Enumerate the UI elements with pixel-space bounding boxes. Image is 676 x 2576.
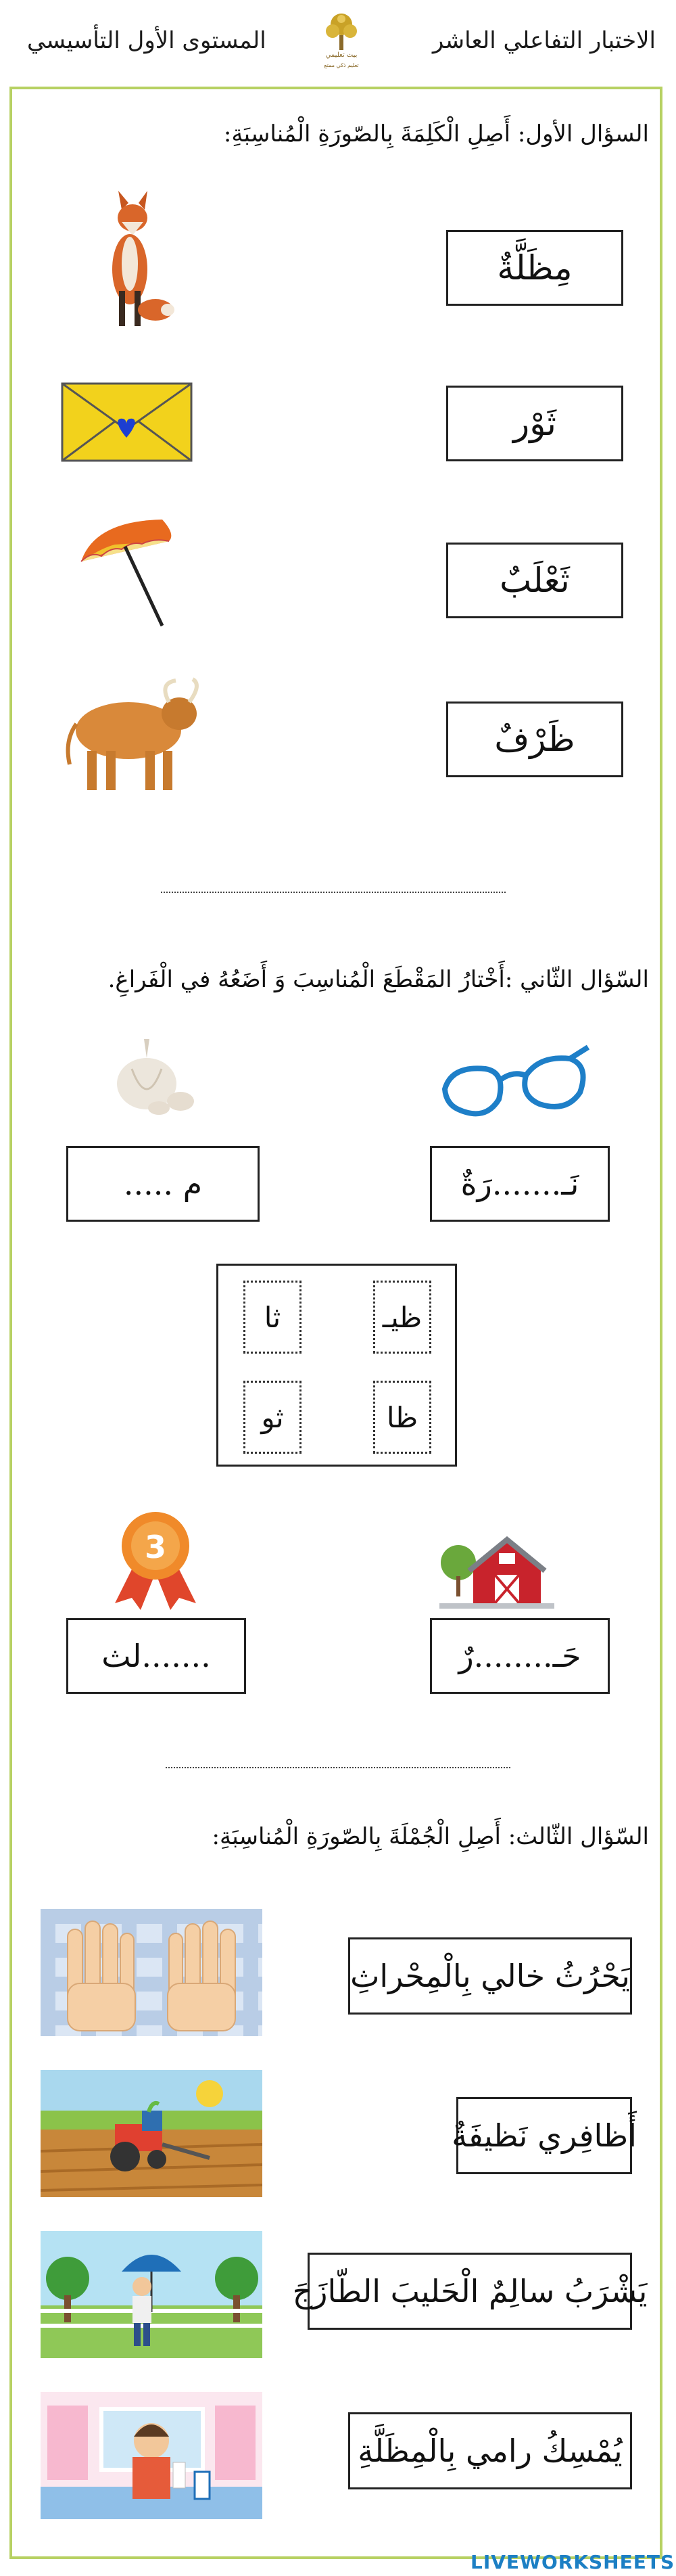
sentence-box-2[interactable]: أَظافِري نَظيفَةٌ — [456, 2097, 632, 2174]
option-chip[interactable]: ثا — [243, 1281, 301, 1354]
blank-box-4[interactable]: .......لث — [66, 1618, 246, 1694]
sentence-box-4[interactable]: يُمْسِكُ رامي بِالْمِظَلَّةِ — [348, 2412, 632, 2489]
word-box-2[interactable]: ثَوْر — [446, 386, 623, 461]
boy-drinking-milk-image[interactable] — [41, 2392, 262, 2519]
blank-box-2[interactable]: م ..... — [66, 1146, 260, 1222]
medal-image — [108, 1509, 203, 1610]
boy-with-umbrella-image[interactable] — [41, 2231, 262, 2358]
section-divider-1 — [161, 892, 506, 893]
q2-title: السّؤال الثّاني :أَخْتارُ المَقْطَعَ الْمُناسِبَ وَ أَضَعُهُ في الْفَراغِ. — [107, 966, 649, 993]
sentence-box-3[interactable]: يَشْرَبُ سالِمٌ الْحَليبَ الطّازَجَ — [308, 2253, 632, 2330]
umbrella-image[interactable] — [74, 514, 183, 629]
liveworksheets-logo — [468, 2550, 675, 2573]
worksheet-title: الاختبار التفاعلي العاشر — [432, 27, 656, 54]
fox-image[interactable] — [81, 189, 176, 331]
garlic-image — [105, 1035, 196, 1116]
logo-subtext: تعليم ذكي ممتع — [324, 62, 359, 68]
option-chip[interactable]: ظا — [373, 1381, 431, 1454]
blank-box-3[interactable]: حَـ........رٌ — [430, 1618, 610, 1694]
glasses-image — [438, 1042, 594, 1130]
ox-image[interactable] — [57, 676, 206, 795]
q1-title: السؤال الأول: أَصِلِ الْكَلِمَةَ بِالصّورَةِ الْمُناسِبَةِ: — [223, 120, 649, 147]
tractor-plowing-image[interactable] — [41, 2070, 262, 2197]
envelope-image[interactable] — [61, 382, 193, 462]
option-chip[interactable]: ظيـ — [373, 1281, 431, 1354]
logo — [318, 9, 365, 77]
section-divider-2 — [166, 1767, 510, 1768]
logo-text: بيت تعليمي — [325, 51, 358, 59]
word-box-1[interactable]: مِظَلَّةٌ — [446, 230, 623, 306]
sentence-box-1[interactable]: يَحْرُثُ خالي بِالْمِحْراثِ — [348, 1937, 632, 2015]
blank-box-1[interactable]: نَـ.......رَةٌ — [430, 1146, 610, 1222]
brand-text: LIVEWORKSHEETS — [470, 2550, 675, 2573]
level-title: المستوى الأول التأسيسي — [27, 27, 266, 54]
clean-hands-image[interactable] — [41, 1909, 262, 2036]
barn-image — [439, 1536, 554, 1610]
option-chip[interactable]: ثو — [243, 1381, 301, 1454]
word-box-3[interactable]: ثَعْلَبٌ — [446, 543, 623, 618]
q3-title: السّؤال الثّالث: أَصِلِ الْجُمْلَةَ بِالصّورَةِ الْمُناسِبَةِ: — [212, 1823, 649, 1850]
medal-number: 3 — [144, 1529, 167, 1565]
word-box-4[interactable]: ظَرْفٌ — [446, 702, 623, 777]
